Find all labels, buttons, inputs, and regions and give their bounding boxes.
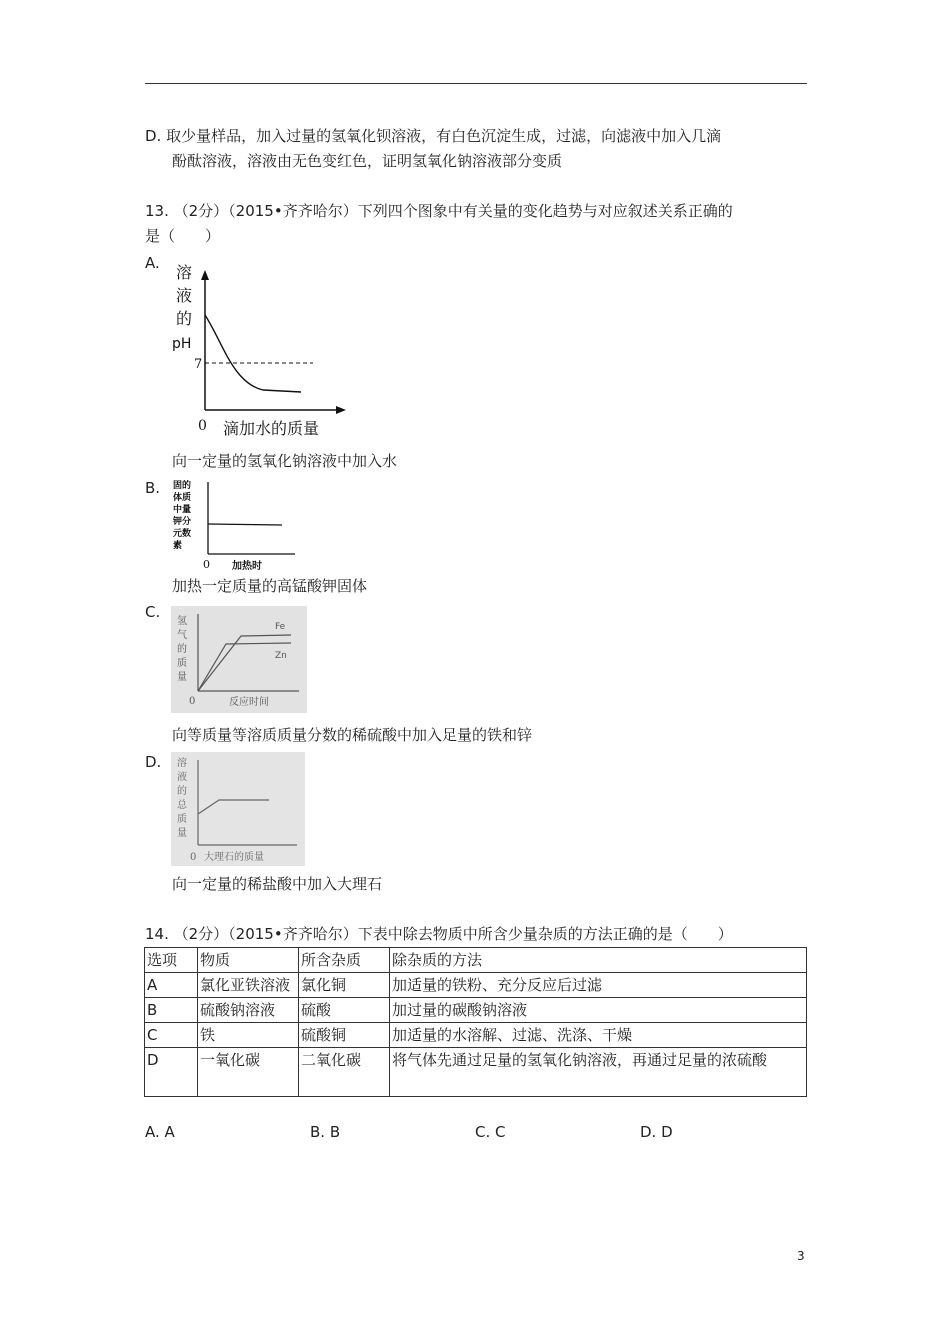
graph-c-ylabel-2: 气 xyxy=(177,630,187,641)
table-cell: B xyxy=(145,998,198,1023)
table-cell: 二氧化碳 xyxy=(299,1048,390,1097)
header-cell: 物质 xyxy=(198,948,299,973)
table-row xyxy=(145,998,807,1023)
graph-a-tick-7: 7 xyxy=(194,357,203,372)
table-cell: 硫酸 xyxy=(299,998,390,1023)
graph-c-ylabel-5: 量 xyxy=(177,672,187,683)
q13-option-d-label: D. xyxy=(145,753,162,771)
q14-table xyxy=(144,947,807,1097)
graph-d-ylabel-5: 质 xyxy=(177,814,187,825)
header-cell: 除杂质的方法 xyxy=(390,948,807,973)
graph-b-ylabel-4: 钾分 xyxy=(173,517,192,527)
header-cell: 所含杂质 xyxy=(299,948,390,973)
q13-option-d-caption: 向一定量的稀盐酸中加入大理石 xyxy=(172,875,383,893)
table-cell: 一氧化碳 xyxy=(198,1048,299,1097)
table-row xyxy=(145,1048,807,1097)
q14-choice-d[interactable]: D. D xyxy=(640,1123,673,1141)
graph-d-ylabel-1: 溶 xyxy=(177,758,187,769)
graph-d-ylabel-2: 液 xyxy=(177,772,187,783)
graph-c-series-fe: Fe xyxy=(275,622,286,632)
q13-option-b-caption: 加热一定质量的高锰酸钾固体 xyxy=(172,577,368,595)
table-cell: A xyxy=(145,973,198,998)
q12-option-d-line2: 酚酞溶液，溶液由无色变红色，证明氢氧化钠溶液部分变质 xyxy=(172,152,563,170)
q13-option-b-label: B. xyxy=(145,479,161,497)
q13-graph-c xyxy=(171,606,307,713)
table-cell: 加过量的碳酸钠溶液 xyxy=(390,998,807,1023)
graph-c-ylabel-4: 质 xyxy=(177,658,187,669)
q13-stem-line2: 是（ ） xyxy=(145,227,221,245)
table-cell: 硫酸钠溶液 xyxy=(198,998,299,1023)
graph-c-ylabel-3: 的 xyxy=(177,644,187,655)
graph-b-origin: 0 xyxy=(203,558,210,570)
graph-b-ylabel-3: 中量 xyxy=(173,505,192,515)
graph-d-xlabel: 大理石的质量 xyxy=(204,852,264,863)
table-cell: 加适量的水溶解、过滤、洗涤、干燥 xyxy=(390,1023,807,1048)
graph-a-origin: 0 xyxy=(198,418,207,434)
graph-c-ylabel-1: 氢 xyxy=(177,616,187,627)
q13-graph-a xyxy=(168,258,358,443)
table-cell: 将气体先通过足量的氢氧化钠溶液，再通过足量的浓硫酸 xyxy=(390,1048,807,1097)
table-cell: C xyxy=(145,1023,198,1048)
graph-a-ylabel-4: pH xyxy=(172,336,192,352)
graph-a-xlabel: 滴加水的质量 xyxy=(223,419,320,438)
graph-d-ylabel-6: 量 xyxy=(177,828,187,839)
graph-c-series-zn: Zn xyxy=(275,651,287,661)
q13-option-a-label: A. xyxy=(145,254,160,272)
q13-graph-b xyxy=(170,478,300,570)
table-header-row xyxy=(145,948,807,973)
header-rule xyxy=(145,83,807,84)
table-cell: 铁 xyxy=(198,1023,299,1048)
graph-b-ylabel-2: 体质 xyxy=(173,493,192,503)
q13-option-a-caption: 向一定量的氢氧化钠溶液中加入水 xyxy=(172,452,398,470)
q13-stem-line1: 13. （2分）（2015•齐齐哈尔）下列四个图象中有关量的变化趋势与对应叙述关系正确的 xyxy=(145,202,733,220)
graph-a-ylabel-1: 溶 xyxy=(176,263,193,282)
table-cell: D xyxy=(145,1048,198,1097)
table-row xyxy=(145,973,807,998)
table-cell: 氯化铜 xyxy=(299,973,390,998)
graph-b-ylabel-5: 元数 xyxy=(173,529,192,539)
graph-c-origin: 0 xyxy=(189,696,196,707)
header-cell: 选项 xyxy=(145,948,198,973)
graph-d-ylabel-4: 总 xyxy=(177,800,187,811)
graph-d-origin: 0 xyxy=(190,852,197,863)
q13-option-c-label: C. xyxy=(145,603,161,621)
q13-graph-d xyxy=(171,752,305,866)
graph-d-ylabel-3: 的 xyxy=(177,786,187,797)
page-number: 3 xyxy=(797,1249,805,1263)
graph-b-xlabel: 加热时 xyxy=(232,561,262,570)
q14-choice-b[interactable]: B. B xyxy=(310,1123,341,1141)
graph-c-xlabel: 反应时间 xyxy=(229,697,269,708)
q13-option-c-caption: 向等质量等溶质质量分数的稀硫酸中加入足量的铁和锌 xyxy=(172,726,533,744)
table-row xyxy=(145,1023,807,1048)
q14-stem: 14. （2分）（2015•齐齐哈尔）下表中除去物质中所含少量杂质的方法正确的是（ ） xyxy=(145,925,733,943)
graph-b-ylabel-6: 素 xyxy=(173,541,183,551)
q12-option-d-line1: D. 取少量样品，加入过量的氢氧化钡溶液，有白色沉淀生成，过滤，向滤液中加入几滴 xyxy=(145,127,722,145)
graph-a-ylabel-2: 液 xyxy=(176,286,193,305)
q14-choice-c[interactable]: C. C xyxy=(475,1123,506,1141)
table-cell: 加适量的铁粉、充分反应后过滤 xyxy=(390,973,807,998)
table-cell: 硫酸铜 xyxy=(299,1023,390,1048)
graph-a-ylabel-3: 的 xyxy=(176,309,193,328)
graph-b-ylabel-1: 固的 xyxy=(173,481,192,491)
table-cell: 氯化亚铁溶液 xyxy=(198,973,299,998)
q14-choice-a[interactable]: A. A xyxy=(145,1123,175,1141)
